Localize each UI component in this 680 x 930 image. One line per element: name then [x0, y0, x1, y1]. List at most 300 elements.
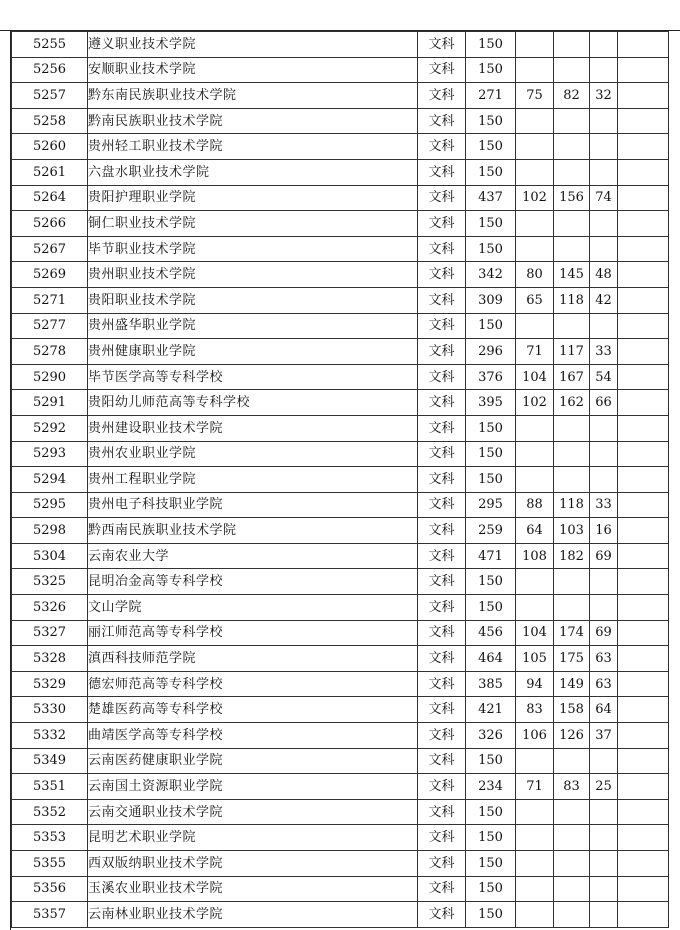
school-name-cell: 昆明冶金高等专科学校 — [88, 569, 418, 595]
school-code-cell: 5269 — [12, 262, 88, 288]
school-code-cell: 5256 — [12, 57, 88, 83]
plan-score-cell: 150 — [466, 595, 516, 621]
score-d-cell — [618, 287, 669, 313]
school-name-cell: 黔西南民族职业技术学院 — [88, 518, 418, 544]
score-d-cell — [618, 799, 669, 825]
plan-score-cell: 376 — [466, 364, 516, 390]
school-code-cell: 5266 — [12, 211, 88, 237]
school-code-cell: 5293 — [12, 441, 88, 467]
score-b-cell — [554, 108, 590, 134]
score-c-cell — [590, 313, 618, 339]
score-a-cell — [516, 569, 554, 595]
school-code-cell: 5292 — [12, 415, 88, 441]
table-row — [12, 441, 669, 467]
school-code-cell: 5330 — [12, 697, 88, 723]
score-d-cell — [618, 851, 669, 877]
table-row — [12, 32, 669, 58]
school-name-cell: 云南交通职业技术学院 — [88, 799, 418, 825]
score-b-cell — [554, 569, 590, 595]
subject-cell: 文科 — [418, 313, 466, 339]
school-code-cell: 5353 — [12, 825, 88, 851]
school-code-cell: 5258 — [12, 108, 88, 134]
score-c-cell — [590, 748, 618, 774]
score-a-cell — [516, 876, 554, 902]
score-a-cell — [516, 825, 554, 851]
plan-score-cell: 150 — [466, 799, 516, 825]
plan-score-cell: 150 — [466, 415, 516, 441]
subject-cell: 文科 — [418, 364, 466, 390]
plan-score-cell: 150 — [466, 876, 516, 902]
score-d-cell — [618, 723, 669, 749]
score-d-cell — [618, 646, 669, 672]
score-c-cell: 42 — [590, 287, 618, 313]
subject-cell: 文科 — [418, 390, 466, 416]
school-code-cell: 5255 — [12, 32, 88, 58]
plan-score-cell: 150 — [466, 134, 516, 160]
subject-cell: 文科 — [418, 441, 466, 467]
school-name-cell: 西双版纳职业技术学院 — [88, 851, 418, 877]
school-name-cell: 云南农业大学 — [88, 543, 418, 569]
school-name-cell: 贵阳护理职业学院 — [88, 185, 418, 211]
score-a-cell: 108 — [516, 543, 554, 569]
score-a-cell: 75 — [516, 83, 554, 109]
score-b-cell: 103 — [554, 518, 590, 544]
score-b-cell — [554, 825, 590, 851]
score-a-cell — [516, 595, 554, 621]
score-a-cell — [516, 441, 554, 467]
subject-cell: 文科 — [418, 518, 466, 544]
score-b-cell — [554, 595, 590, 621]
school-name-cell: 毕节职业技术学院 — [88, 236, 418, 262]
score-c-cell: 69 — [590, 620, 618, 646]
score-a-cell — [516, 851, 554, 877]
score-c-cell: 54 — [590, 364, 618, 390]
plan-score-cell: 150 — [466, 748, 516, 774]
score-b-cell — [554, 748, 590, 774]
score-d-cell — [618, 339, 669, 365]
score-a-cell — [516, 236, 554, 262]
plan-score-cell: 150 — [466, 57, 516, 83]
school-code-cell: 5329 — [12, 671, 88, 697]
subject-cell: 文科 — [418, 825, 466, 851]
school-code-cell: 5261 — [12, 159, 88, 185]
school-code-cell: 5332 — [12, 723, 88, 749]
score-d-cell — [618, 697, 669, 723]
subject-cell: 文科 — [418, 339, 466, 365]
school-code-cell: 5294 — [12, 467, 88, 493]
score-a-cell — [516, 799, 554, 825]
school-name-cell: 贵州电子科技职业学院 — [88, 492, 418, 518]
score-a-cell: 102 — [516, 390, 554, 416]
score-b-cell — [554, 313, 590, 339]
plan-score-cell: 150 — [466, 211, 516, 237]
score-a-cell — [516, 159, 554, 185]
table-row — [12, 620, 669, 646]
school-code-cell: 5290 — [12, 364, 88, 390]
subject-cell: 文科 — [418, 236, 466, 262]
score-b-cell — [554, 415, 590, 441]
score-c-cell: 66 — [590, 390, 618, 416]
score-c-cell: 25 — [590, 774, 618, 800]
table-row — [12, 902, 669, 928]
score-a-cell: 105 — [516, 646, 554, 672]
score-b-cell: 162 — [554, 390, 590, 416]
subject-cell: 文科 — [418, 185, 466, 211]
score-b-cell — [554, 876, 590, 902]
school-code-cell: 5304 — [12, 543, 88, 569]
score-d-cell — [618, 364, 669, 390]
subject-cell: 文科 — [418, 543, 466, 569]
score-a-cell — [516, 902, 554, 928]
score-d-cell — [618, 262, 669, 288]
score-a-cell — [516, 313, 554, 339]
plan-score-cell: 456 — [466, 620, 516, 646]
score-c-cell — [590, 159, 618, 185]
score-c-cell: 16 — [590, 518, 618, 544]
subject-cell: 文科 — [418, 902, 466, 928]
school-name-cell: 贵阳职业技术学院 — [88, 287, 418, 313]
plan-score-cell: 150 — [466, 851, 516, 877]
table-row — [12, 236, 669, 262]
score-a-cell: 88 — [516, 492, 554, 518]
table-row — [12, 851, 669, 877]
table-row — [12, 876, 669, 902]
plan-score-cell: 437 — [466, 185, 516, 211]
score-a-cell: 104 — [516, 620, 554, 646]
school-name-cell: 曲靖医学高等专科学校 — [88, 723, 418, 749]
school-code-cell: 5356 — [12, 876, 88, 902]
score-c-cell: 74 — [590, 185, 618, 211]
score-c-cell: 32 — [590, 83, 618, 109]
score-c-cell: 63 — [590, 646, 618, 672]
subject-cell: 文科 — [418, 57, 466, 83]
score-c-cell — [590, 799, 618, 825]
table-row — [12, 467, 669, 493]
subject-cell: 文科 — [418, 211, 466, 237]
score-d-cell — [618, 543, 669, 569]
table-row — [12, 108, 669, 134]
score-a-cell — [516, 748, 554, 774]
score-d-cell — [618, 671, 669, 697]
school-code-cell: 5325 — [12, 569, 88, 595]
table-row — [12, 748, 669, 774]
score-c-cell — [590, 57, 618, 83]
score-b-cell — [554, 851, 590, 877]
table-row — [12, 211, 669, 237]
school-name-cell: 德宏师范高等专科学校 — [88, 671, 418, 697]
score-d-cell — [618, 211, 669, 237]
score-d-cell — [618, 595, 669, 621]
school-code-cell: 5349 — [12, 748, 88, 774]
score-b-cell — [554, 159, 590, 185]
score-c-cell — [590, 211, 618, 237]
subject-cell: 文科 — [418, 32, 466, 58]
plan-score-cell: 471 — [466, 543, 516, 569]
score-c-cell — [590, 467, 618, 493]
score-a-cell — [516, 57, 554, 83]
score-d-cell — [618, 467, 669, 493]
subject-cell: 文科 — [418, 620, 466, 646]
plan-score-cell: 342 — [466, 262, 516, 288]
table-row — [12, 134, 669, 160]
school-code-cell: 5277 — [12, 313, 88, 339]
school-name-cell: 贵州建设职业技术学院 — [88, 415, 418, 441]
table-row — [12, 543, 669, 569]
school-code-cell: 5328 — [12, 646, 88, 672]
school-code-cell: 5278 — [12, 339, 88, 365]
score-a-cell: 64 — [516, 518, 554, 544]
score-b-cell — [554, 799, 590, 825]
score-a-cell: 94 — [516, 671, 554, 697]
subject-cell: 文科 — [418, 595, 466, 621]
school-name-cell: 贵州盛华职业学院 — [88, 313, 418, 339]
score-c-cell: 64 — [590, 697, 618, 723]
score-c-cell — [590, 876, 618, 902]
subject-cell: 文科 — [418, 569, 466, 595]
plan-score-cell: 295 — [466, 492, 516, 518]
school-name-cell: 滇西科技师范学院 — [88, 646, 418, 672]
table-row — [12, 185, 669, 211]
score-c-cell — [590, 569, 618, 595]
score-d-cell — [618, 415, 669, 441]
table-row — [12, 569, 669, 595]
score-b-cell: 175 — [554, 646, 590, 672]
score-d-cell — [618, 159, 669, 185]
table-row — [12, 83, 669, 109]
plan-score-cell: 395 — [466, 390, 516, 416]
score-b-cell: 126 — [554, 723, 590, 749]
subject-cell: 文科 — [418, 159, 466, 185]
table-row — [12, 518, 669, 544]
score-d-cell — [618, 902, 669, 928]
table-row — [12, 159, 669, 185]
school-code-cell: 5326 — [12, 595, 88, 621]
subject-cell: 文科 — [418, 799, 466, 825]
score-b-cell: 117 — [554, 339, 590, 365]
school-code-cell: 5257 — [12, 83, 88, 109]
score-d-cell — [618, 185, 669, 211]
plan-score-cell: 464 — [466, 646, 516, 672]
score-d-cell — [618, 569, 669, 595]
table-row — [12, 723, 669, 749]
table-row — [12, 364, 669, 390]
table-row — [12, 646, 669, 672]
plan-score-cell: 150 — [466, 236, 516, 262]
score-c-cell — [590, 825, 618, 851]
score-c-cell — [590, 108, 618, 134]
score-d-cell — [618, 518, 669, 544]
school-name-cell: 丽江师范高等专科学校 — [88, 620, 418, 646]
score-d-cell — [618, 492, 669, 518]
score-d-cell — [618, 83, 669, 109]
subject-cell: 文科 — [418, 108, 466, 134]
score-a-cell — [516, 211, 554, 237]
plan-score-cell: 150 — [466, 108, 516, 134]
score-b-cell: 156 — [554, 185, 590, 211]
table-row — [12, 595, 669, 621]
school-name-cell: 黔南民族职业技术学院 — [88, 108, 418, 134]
score-b-cell — [554, 211, 590, 237]
subject-cell: 文科 — [418, 671, 466, 697]
score-a-cell: 71 — [516, 339, 554, 365]
school-name-cell: 铜仁职业技术学院 — [88, 211, 418, 237]
score-b-cell: 118 — [554, 287, 590, 313]
school-name-cell: 贵州工程职业学院 — [88, 467, 418, 493]
table-row — [12, 697, 669, 723]
plan-score-cell: 150 — [466, 159, 516, 185]
score-a-cell: 102 — [516, 185, 554, 211]
school-name-cell: 文山学院 — [88, 595, 418, 621]
school-code-cell: 5298 — [12, 518, 88, 544]
score-table-body — [12, 32, 669, 928]
school-code-cell: 5291 — [12, 390, 88, 416]
plan-score-cell: 150 — [466, 313, 516, 339]
score-b-cell: 83 — [554, 774, 590, 800]
score-d-cell — [618, 441, 669, 467]
score-b-cell — [554, 32, 590, 58]
score-a-cell — [516, 32, 554, 58]
school-name-cell: 黔东南民族职业技术学院 — [88, 83, 418, 109]
score-d-cell — [618, 748, 669, 774]
score-b-cell: 158 — [554, 697, 590, 723]
subject-cell: 文科 — [418, 83, 466, 109]
table-row — [12, 339, 669, 365]
school-name-cell: 遵义职业技术学院 — [88, 32, 418, 58]
school-name-cell: 玉溪农业职业技术学院 — [88, 876, 418, 902]
school-code-cell: 5352 — [12, 799, 88, 825]
subject-cell: 文科 — [418, 697, 466, 723]
plan-score-cell: 296 — [466, 339, 516, 365]
score-a-cell — [516, 467, 554, 493]
score-b-cell: 118 — [554, 492, 590, 518]
table-row — [12, 390, 669, 416]
school-name-cell: 云南林业职业技术学院 — [88, 902, 418, 928]
school-code-cell: 5264 — [12, 185, 88, 211]
score-a-cell: 83 — [516, 697, 554, 723]
score-a-cell: 71 — [516, 774, 554, 800]
school-code-cell: 5327 — [12, 620, 88, 646]
table-row — [12, 492, 669, 518]
subject-cell: 文科 — [418, 851, 466, 877]
subject-cell: 文科 — [418, 262, 466, 288]
score-a-cell — [516, 134, 554, 160]
score-c-cell: 37 — [590, 723, 618, 749]
score-a-cell: 106 — [516, 723, 554, 749]
school-code-cell: 5351 — [12, 774, 88, 800]
score-d-cell — [618, 134, 669, 160]
score-b-cell — [554, 441, 590, 467]
plan-score-cell: 385 — [466, 671, 516, 697]
score-d-cell — [618, 620, 669, 646]
score-c-cell: 63 — [590, 671, 618, 697]
school-code-cell: 5357 — [12, 902, 88, 928]
table-row — [12, 415, 669, 441]
school-name-cell: 毕节医学高等专科学校 — [88, 364, 418, 390]
subject-cell: 文科 — [418, 748, 466, 774]
school-name-cell: 云南医药健康职业学院 — [88, 748, 418, 774]
score-c-cell: 33 — [590, 339, 618, 365]
plan-score-cell: 150 — [466, 825, 516, 851]
subject-cell: 文科 — [418, 876, 466, 902]
score-d-cell — [618, 57, 669, 83]
score-a-cell: 65 — [516, 287, 554, 313]
score-b-cell — [554, 236, 590, 262]
plan-score-cell: 421 — [466, 697, 516, 723]
score-b-cell — [554, 902, 590, 928]
school-code-cell: 5271 — [12, 287, 88, 313]
table-row — [12, 262, 669, 288]
score-c-cell: 48 — [590, 262, 618, 288]
score-c-cell — [590, 851, 618, 877]
score-a-cell: 104 — [516, 364, 554, 390]
score-b-cell: 82 — [554, 83, 590, 109]
table-row — [12, 57, 669, 83]
score-c-cell — [590, 236, 618, 262]
school-name-cell: 六盘水职业技术学院 — [88, 159, 418, 185]
school-name-cell: 楚雄医药高等专科学校 — [88, 697, 418, 723]
table-row — [12, 671, 669, 697]
score-d-cell — [618, 825, 669, 851]
subject-cell: 文科 — [418, 415, 466, 441]
table-row — [12, 825, 669, 851]
table-row — [12, 313, 669, 339]
score-b-cell — [554, 134, 590, 160]
school-code-cell: 5295 — [12, 492, 88, 518]
plan-score-cell: 271 — [466, 83, 516, 109]
subject-cell: 文科 — [418, 492, 466, 518]
score-b-cell: 149 — [554, 671, 590, 697]
school-name-cell: 贵州职业技术学院 — [88, 262, 418, 288]
plan-score-cell: 150 — [466, 441, 516, 467]
table-row — [12, 287, 669, 313]
school-code-cell: 5267 — [12, 236, 88, 262]
score-a-cell: 80 — [516, 262, 554, 288]
score-d-cell — [618, 236, 669, 262]
plan-score-cell: 259 — [466, 518, 516, 544]
score-a-cell — [516, 108, 554, 134]
score-c-cell — [590, 441, 618, 467]
score-c-cell — [590, 32, 618, 58]
score-c-cell — [590, 595, 618, 621]
plan-score-cell: 234 — [466, 774, 516, 800]
school-name-cell: 云南国土资源职业学院 — [88, 774, 418, 800]
score-b-cell: 167 — [554, 364, 590, 390]
score-d-cell — [618, 32, 669, 58]
school-name-cell: 贵州农业职业学院 — [88, 441, 418, 467]
score-d-cell — [618, 108, 669, 134]
plan-score-cell: 150 — [466, 902, 516, 928]
score-d-cell — [618, 774, 669, 800]
plan-score-cell: 309 — [466, 287, 516, 313]
score-c-cell: 69 — [590, 543, 618, 569]
school-name-cell: 贵州健康职业学院 — [88, 339, 418, 365]
plan-score-cell: 326 — [466, 723, 516, 749]
score-c-cell: 33 — [590, 492, 618, 518]
score-b-cell — [554, 467, 590, 493]
school-code-cell: 5355 — [12, 851, 88, 877]
subject-cell: 文科 — [418, 646, 466, 672]
table-row — [12, 799, 669, 825]
score-d-cell — [618, 876, 669, 902]
school-name-cell: 昆明艺术职业学院 — [88, 825, 418, 851]
subject-cell: 文科 — [418, 467, 466, 493]
plan-score-cell: 150 — [466, 569, 516, 595]
score-d-cell — [618, 313, 669, 339]
school-name-cell: 贵州轻工职业技术学院 — [88, 134, 418, 160]
score-c-cell — [590, 902, 618, 928]
score-b-cell: 182 — [554, 543, 590, 569]
score-a-cell — [516, 415, 554, 441]
